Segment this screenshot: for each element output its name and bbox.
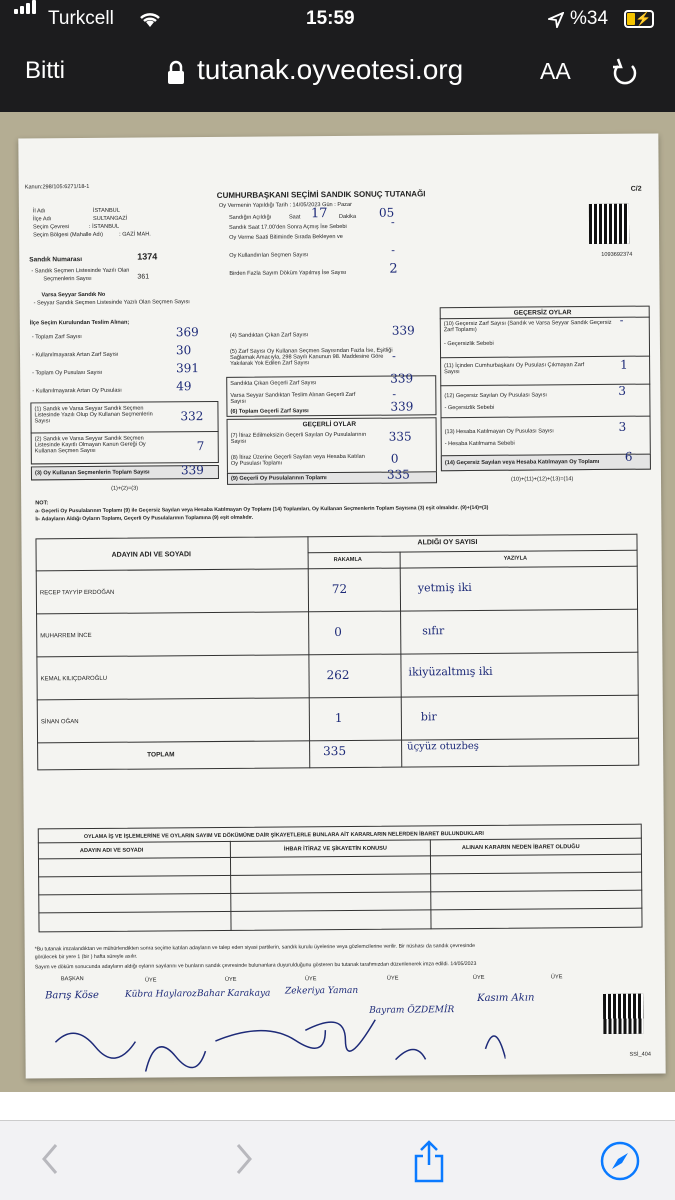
- il-label: İl Adı: [32, 208, 46, 215]
- signature-member: Zekeriya Yaman: [284, 985, 359, 997]
- recount-value: 2: [389, 261, 398, 277]
- voter-list-label2: Seçmenlerin Sayısı: [43, 275, 92, 283]
- member-label: ÜYE: [472, 974, 485, 981]
- total-ballots-label: - Toplam Oy Pusulası Sayısı: [32, 369, 103, 377]
- candidate-votes-text: bir: [420, 710, 437, 724]
- envelopes-4-value: 339: [391, 323, 415, 338]
- valid-9-label: (9) Geçerli Oy Pusulalarının Toplamı: [230, 475, 327, 482]
- votes-header: ALDIĞI OY SAYISI: [417, 538, 478, 547]
- invalid-votes-heading: GEÇERSİZ OYLAR: [513, 309, 572, 317]
- total-votes: 335: [323, 743, 347, 759]
- total-envelopes-value: 369: [175, 325, 199, 340]
- invalid-12-label: (12) Geçersiz Sayılan Oy Pusulası Sayısı: [444, 392, 547, 400]
- invalid-reason-label: - Geçersizlik Sebebi: [443, 340, 494, 348]
- valid-8-value: 0: [390, 451, 399, 466]
- ballot-box-number: 1374: [137, 251, 158, 262]
- unused-ballots-value: 49: [176, 379, 192, 394]
- lock-icon: [166, 60, 186, 86]
- safari-compass-icon[interactable]: [598, 1139, 642, 1183]
- total-votes-text: üçyüz otuzbeş: [407, 740, 479, 753]
- carrier-name: Turkcell: [48, 8, 114, 29]
- signature-member: Kübra Haylaroz: [125, 989, 197, 1000]
- written-header: YAZIYLA: [503, 555, 528, 562]
- cevre-label: Seçim Çevresi: [32, 224, 70, 231]
- candidate-name: KEMAL KILIÇDAROĞLU: [40, 675, 108, 683]
- envelopes-5-label: (5) Zarf Sayısı Oy Kullanan Seçmen Sayısından Fazla İse, Eşitliği Sağlamak Amacıyla, 298 Sayılı Kanunun 98. Maddesine Göre Yakılarak Yok Edilen Zarf Sayısı: [229, 347, 393, 367]
- valid-9-value: 335: [386, 467, 410, 482]
- candidate-votes: 262: [326, 667, 350, 683]
- signature-chair: Barış Köse: [45, 989, 99, 1002]
- invalid-14-label: (14) Geçersiz Sayılan veya Hesaba Katılmayan Oy Toplamı: [444, 458, 600, 467]
- note-b: b- Adayların Aldığı Oyların Toplamı, Geçerli Oy Pusulalarının Toplamına (9) eşit olmalıdır.: [35, 514, 254, 523]
- footnote-2: görülecek bir yere 1 (bir ) hafta süreyle asılır.: [34, 953, 138, 961]
- law-ref: Kanun:298/105:6271/18-1: [24, 183, 90, 191]
- signature-member: Bayram ÖZDEMİR: [369, 1005, 455, 1016]
- bolge-label: Seçim Bölgesi (Mahalle Adı): [33, 231, 104, 239]
- candidate-votes-text: yetmiş iki: [417, 580, 472, 595]
- formula-3: (1)+(2)=(3): [111, 485, 139, 492]
- candidate-votes: 0: [334, 625, 342, 640]
- document-photo: [0, 112, 675, 1092]
- reload-icon[interactable]: [610, 56, 640, 88]
- member-label: ÜYE: [550, 974, 563, 981]
- candidate-name: MUHARREM İNCE: [40, 632, 92, 640]
- member-label: ÜYE: [144, 977, 157, 984]
- invalid-10-value: -: [619, 313, 624, 327]
- forward-icon[interactable]: [228, 1139, 258, 1179]
- unused-envelopes-value: 30: [175, 343, 192, 358]
- voters-2-label: (2) Sandık ve Varsa Seyyar Sandık Seçmen Listesinde Kayıtlı Olmayan Kanun Gereği Oy Kullanan Seçmen Sayısı: [34, 435, 146, 455]
- voters-1-label: (1) Sandık ve Varsa Seyyar Sandık Seçmen Listesinde Yazılı Olup Oy Kullanan Seçmenlerin Sayısı: [34, 405, 153, 425]
- ballot-box-label: Sandık Numarası: [29, 256, 83, 264]
- invalid-13-label: (13) Hesaba Katılmayan Oy Pusulası Sayısı: [444, 428, 554, 436]
- not-counted-reason-label: - Hesaba Katılmama Sebebi: [444, 440, 515, 448]
- voters-2-value: 7: [196, 439, 205, 454]
- bolge-value: : GAZİ MAH.: [119, 231, 151, 238]
- total-valid-envelopes-value: 339: [390, 399, 414, 414]
- after17-label: Sandık Saat 17.00'den Sonra Açmış İse Sebebi: [229, 223, 347, 231]
- envelopes-5-value: -: [391, 349, 396, 363]
- candidate-name: RECEP TAYYİP ERDOĞAN: [39, 589, 115, 597]
- hour-label: Saat: [288, 214, 301, 221]
- reader-aa-button[interactable]: AA: [540, 58, 571, 84]
- envelopes-4-label: (4) Sandıktan Çıkan Zarf Sayısı: [229, 332, 309, 339]
- wifi-icon: [138, 10, 162, 28]
- voter-list-count: 361: [137, 273, 150, 281]
- minute-label: Dakika: [338, 213, 357, 221]
- member-label: ÜYE: [386, 975, 399, 982]
- complaints-col2: İHBAR İTİRAZ VE ŞİKAYETİN KONUSU: [283, 845, 387, 853]
- complaints-title: OYLAMA İŞ VE İŞLEMLERİNE VE OYLARIN SAYIM VE DÖKÜMÜNE DAİR ŞİKAYETLERLE BUNLARA AİT KARARLARIN NELERDEN İBARET BULUNDUKLARI: [83, 830, 484, 841]
- invalid-10-label: (10) Geçersiz Zarf Sayısı (Sandık ve Varsa Seyyar Sandık Geçersiz Zarf Toplamı): [443, 319, 612, 334]
- battery-percent: %34: [570, 8, 609, 29]
- signature-scribbles: [45, 999, 506, 1073]
- note-a: a- Geçerli Oy Pusulalarının Toplamı (9) ile Geçersiz Sayılan veya Hesaba Katılmayan Oy Toplamı (14) Toplamları, Oy Kullanan Seçmenlerin Toplam Sayısına (3) eşit olmalıdır. (9)+(14)=(3): [35, 504, 489, 515]
- footnote-3: Sayım ve döküm sonucunda adayların aldığı oyların sayılarını ve bunların sandık çevresinde bulunanlara duyurulduğunu gösteren bu tutanak tarafımızdan düzenlenerek imza edildi. 14/05/2023: [34, 960, 477, 971]
- vote-date: Oy Vermenin Yapıldığı Tarih : 14/05/2023 Gün : Pazar: [218, 201, 352, 209]
- invalid-reason2-label: - Geçersizlik Sebebi: [444, 404, 495, 412]
- invalid-11-value: 1: [620, 357, 628, 372]
- complaints-col3: ALINAN KARARIN NEDEN İBARET OLDUĞU: [461, 844, 580, 852]
- minute-value: 05: [378, 205, 395, 220]
- valid-envelopes-b-value: -: [392, 387, 397, 401]
- share-icon[interactable]: [412, 1139, 446, 1183]
- queue-count-value: -: [391, 243, 395, 257]
- member-label: ÜYE: [224, 976, 237, 983]
- invalid-11-label: (11) İçinden Cumhurbaşkanı Oy Pusulası Çıkmayan Zarf Sayısı: [444, 362, 585, 376]
- invalid-12-value: 3: [618, 383, 627, 398]
- hour-value: 17: [310, 206, 328, 222]
- candidate-header: ADAYIN ADI VE SOYADI: [111, 551, 191, 559]
- qr-code-icon: [603, 994, 643, 1034]
- total-label: TOPLAM: [147, 751, 175, 759]
- unused-envelopes-label: - Kullanılmayarak Artan Zarf Sayısı: [31, 351, 119, 359]
- candidate-votes: 72: [331, 581, 348, 597]
- signature-member: Bahar Karakaya: [197, 988, 271, 1000]
- voter-list-label: - Sandık Seçmen Listesinde Yazılı Olan: [31, 267, 130, 275]
- browser-toolbar: [0, 1120, 675, 1200]
- candidate-votes-text: ikiyüzaltmış iki: [408, 664, 493, 679]
- received-label: İlçe Seçim Kurulundan Teslim Alınan;: [29, 319, 130, 327]
- signature-member: Kasım Akın: [477, 992, 535, 1004]
- clock: 15:59: [306, 8, 355, 29]
- numeric-header: RAKAMLA: [333, 556, 362, 564]
- qr-code-icon: [589, 204, 629, 244]
- candidate-name: SİNAN OĞAN: [40, 719, 79, 726]
- voters-1-value: 332: [180, 409, 204, 424]
- mobile-box-count-label: - Seyyar Sandık Seçmen Listesinde Yazılı Olan Seçmen Sayısı: [33, 299, 190, 307]
- total-voters-value: 339: [180, 463, 204, 478]
- invalid-13-value: 3: [618, 419, 627, 434]
- ilce-label: İlçe Adı: [32, 216, 52, 223]
- invalid-14-value: 6: [624, 449, 633, 464]
- chair-label: BAŞKAN: [60, 976, 84, 983]
- back-icon[interactable]: [36, 1139, 66, 1179]
- queue-count-label: Oy Kullandırılan Seçmen Sayısı: [229, 252, 309, 259]
- mobile-box-label: Varsa Seyyar Sandık No: [41, 291, 106, 299]
- valid-votes-heading: GEÇERLİ OYLAR: [302, 420, 357, 429]
- recount-label: Birden Fazla Sayım Döküm Yapılmış İse Sayısı: [229, 269, 347, 277]
- total-voters-label: (3) Oy Kullanan Seçmenlerin Toplam Sayısı: [34, 469, 150, 477]
- valid-8-label: (8) İtiraz Üzerine Geçerli Sayılan veya Hesaba Katılan Oy Pusulası Toplamı: [230, 453, 365, 467]
- status-bar: [0, 0, 675, 40]
- note-label: NOT:: [35, 500, 49, 507]
- ilce-value: SULTANGAZİ: [92, 215, 128, 222]
- location-icon: [548, 12, 564, 28]
- total-envelopes-label: - Toplam Zarf Sayısı: [31, 334, 82, 341]
- barcode-number: 1093692374: [601, 251, 633, 258]
- valid-7-label: (7) İtiraz Edilmeksizin Geçerli Sayılan Oy Pusulalarının Sayısı: [230, 431, 367, 445]
- valid-envelopes-b-label: Varsa Seyyar Sandıktan Teslim Alınan Geçerli Zarf Sayısı: [230, 391, 356, 405]
- browser-url-bar: [0, 40, 675, 112]
- footnote-1: *Bu tutanak imzalandıktan ve mühürlendikten sonra seçime katılan adayların ve talep eden siyasi partilerin, sandık kurulu üyelerine veya gözlemcilerine verilir. Bir nüshası da sandık çevresinde: [34, 942, 476, 953]
- total-ballots-value: 391: [176, 361, 200, 376]
- cevre-value: : İSTANBUL: [88, 223, 120, 230]
- queue-label: Oy Verme Saati Bitiminde Sırada Bekleyen ve: [229, 233, 343, 241]
- il-value: İSTANBUL: [92, 207, 120, 214]
- valid-envelopes-a-value: 339: [390, 371, 414, 386]
- after17-value: -: [390, 215, 395, 229]
- total-valid-envelopes-label: (6) Toplam Geçerli Zarf Sayısı: [230, 408, 309, 415]
- url-field[interactable]: tutanak.oyveotesi.org: [197, 54, 464, 85]
- doc-title: CUMHURBAŞKANI SEÇİMİ SANDIK SONUÇ TUTANAĞI: [216, 189, 426, 200]
- unused-ballots-label: - Kullanılmayarak Artan Oy Pusulası: [32, 387, 122, 395]
- candidate-votes: 1: [334, 710, 343, 726]
- page-bottom-area: [0, 1092, 675, 1120]
- complaints-col1: ADAYIN ADI VE SOYADI: [79, 847, 144, 855]
- form-id: SSİ_404: [629, 1051, 652, 1058]
- candidate-votes-text: sıfır: [422, 624, 445, 638]
- valid-envelopes-a-label: Sandıkta Çıkan Geçerli Zarf Sayısı: [230, 380, 317, 387]
- done-button[interactable]: Bitti: [25, 57, 66, 84]
- formula-14: (10)+(11)+(12)+(13)=(14): [510, 476, 574, 483]
- member-label: ÜYE: [304, 976, 317, 983]
- valid-7-value: 335: [388, 429, 412, 444]
- opening-label: Sandığın Açıldığı: [228, 214, 272, 221]
- election-record-sheet: [18, 134, 665, 1079]
- battery-charging-icon: ⚡: [624, 10, 654, 28]
- form-code: C/2: [630, 185, 642, 193]
